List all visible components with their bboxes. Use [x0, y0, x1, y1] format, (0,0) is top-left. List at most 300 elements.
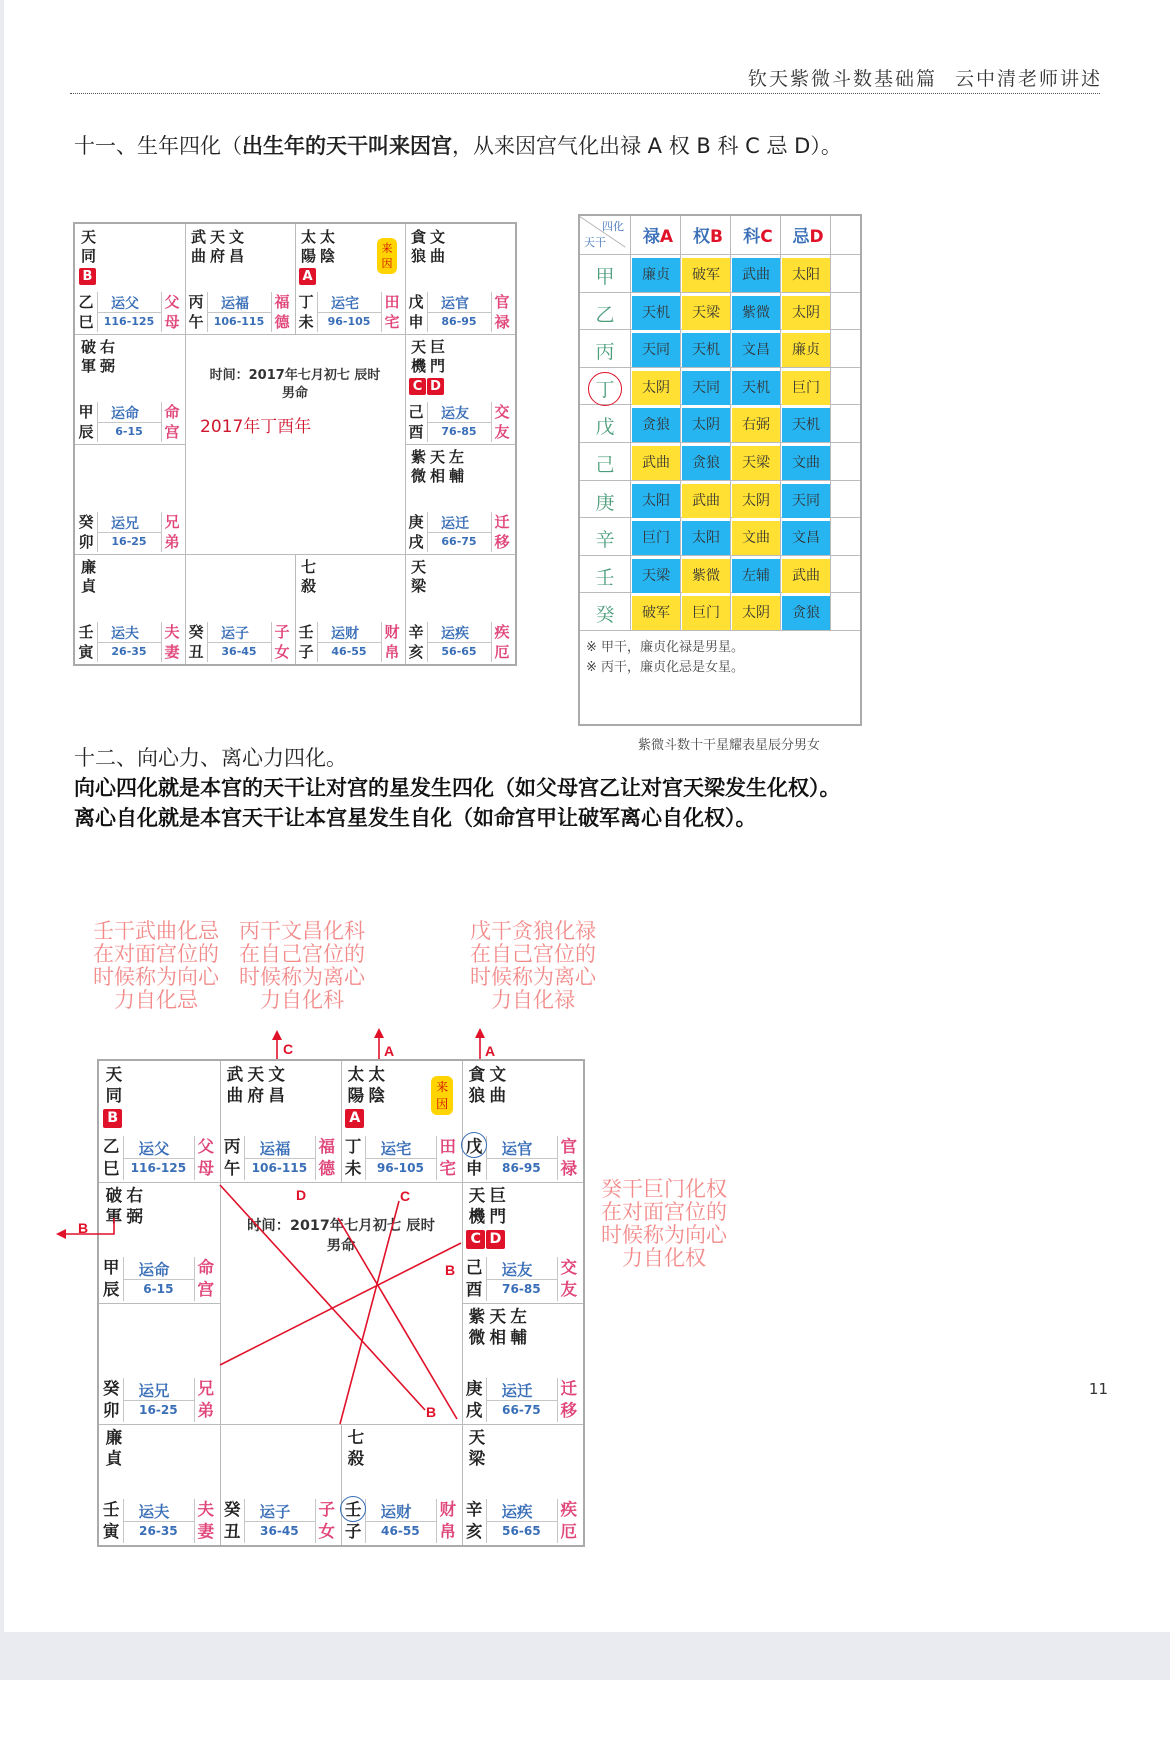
- chart1-stem-char: 壬: [78, 623, 94, 641]
- chart2-dayun-label: 运财: [380, 1502, 412, 1521]
- chart1-star-char: 梁: [410, 577, 426, 595]
- chart2-stem-char: 巳: [102, 1158, 120, 1178]
- chart2-star-char: 天: [247, 1065, 264, 1085]
- chart2-stem-char: 丑: [223, 1521, 241, 1541]
- chart1-palace-char: 弟: [164, 533, 180, 551]
- chart2-age-range: 6-15: [143, 1282, 174, 1297]
- chart2-star-char: 曲: [226, 1086, 244, 1106]
- chart2-stem-char: 乙: [102, 1136, 120, 1156]
- chart2-dayun-label: 运夫: [138, 1502, 170, 1521]
- label-b-left: B: [78, 1220, 89, 1236]
- chart1-star-char: 微: [410, 467, 426, 485]
- chart2-star-char: 右: [126, 1186, 143, 1206]
- chart2-star-char: 門: [489, 1207, 506, 1227]
- chart1-star-char: 狼: [410, 247, 426, 265]
- chart1-dayun-label: 运友: [441, 406, 469, 422]
- section-12-heading: 十二、向心力、离心力四化。: [74, 746, 347, 770]
- table-caption: 紫微斗数十干星耀表星辰分男女: [638, 738, 821, 753]
- chart2-palace-char: 母: [197, 1158, 214, 1178]
- chart1-stem-char: 卯: [78, 533, 94, 551]
- chart2-palace-char: 妻: [197, 1521, 214, 1541]
- chart1-palace-char: 妻: [164, 643, 180, 661]
- table-head-zh: 禄: [642, 227, 660, 247]
- table-head-zh: 权: [693, 227, 711, 247]
- chart1-time: 时间：2017年七月初七 辰时: [209, 368, 381, 383]
- chart1-palace-char: 宫: [164, 423, 180, 441]
- table-cell: 紫微: [732, 296, 780, 330]
- chart1-star-char: 天: [410, 338, 426, 356]
- table-cell: 太阴: [732, 484, 780, 518]
- chart1-age-range: 106-115: [213, 315, 265, 328]
- chart1-age-range: 76-85: [441, 425, 477, 438]
- chart2-time: 时间：2017年七月初七 辰时: [247, 1218, 435, 1234]
- annotation-line: 力自化科: [260, 988, 344, 1012]
- annotation-line: 戊干贪狼化禄: [470, 919, 596, 943]
- chart2-star-char: 曲: [489, 1086, 506, 1106]
- chart1-stem-char: 丁: [298, 293, 314, 311]
- label-c-top: C: [283, 1041, 294, 1057]
- table-cell: 太阴: [632, 371, 680, 405]
- chart1-star-char: 貞: [80, 577, 96, 595]
- chart2-star-char: 相: [489, 1328, 506, 1348]
- chart1-palace-char: 移: [494, 533, 510, 551]
- chart2-age-range: 76-85: [502, 1282, 541, 1297]
- chart1-dayun-label: 运疾: [441, 626, 469, 642]
- chart2-palace-char: 移: [560, 1400, 577, 1420]
- table-head-zh: 科: [743, 227, 761, 247]
- chart1-age-range: 16-25: [111, 535, 147, 548]
- chart1-palace-char: 帛: [384, 643, 400, 661]
- chart2-stem-char: 酉: [465, 1279, 483, 1299]
- chart2-stem-char: 亥: [465, 1521, 483, 1541]
- table-stem: 庚: [595, 491, 615, 514]
- chart1-hua-badge: B: [79, 268, 96, 285]
- table-stem: 丁: [595, 378, 615, 401]
- chart1-star-char: 文: [228, 228, 244, 246]
- chart2-dayun-label: 运兄: [138, 1381, 170, 1400]
- table-cell: 天同: [682, 371, 730, 405]
- chart2-star-char: 輔: [510, 1328, 527, 1348]
- table-head-en: C: [760, 227, 773, 247]
- chart1-star-char: 廉: [80, 558, 96, 576]
- chart1-palace-char: 母: [164, 313, 180, 331]
- chart2-stem-char: 丙: [223, 1136, 241, 1156]
- chart2-age-range: 86-95: [502, 1161, 541, 1176]
- chart2-palace-char: 宅: [439, 1158, 456, 1178]
- wu-stem-circle: [461, 1132, 487, 1158]
- chart2-star-char: 太: [368, 1065, 385, 1085]
- chart2-palace-char: 宫: [197, 1279, 214, 1299]
- chart2-star-char: 廉: [105, 1428, 123, 1448]
- label-c-mid: C: [400, 1188, 411, 1204]
- table-cell: 右弼: [732, 408, 780, 442]
- chart2-palace-char: 命: [197, 1257, 214, 1277]
- chart1-stem-char: 乙: [78, 293, 94, 311]
- table-cell: 天梁: [732, 446, 780, 480]
- chart2-palace-char: 父: [197, 1136, 214, 1156]
- table-cell: 贪狼: [682, 446, 730, 480]
- chart2-stem-char: 卯: [102, 1400, 120, 1420]
- chart2-palace-char: 女: [318, 1521, 335, 1541]
- chart1-palace-char: 财: [384, 623, 400, 641]
- table-stem: 戊: [595, 416, 615, 439]
- chart1-palace-char: 子: [274, 623, 290, 641]
- table-head-en: B: [710, 227, 723, 247]
- chart1-dayun-label: 运财: [331, 626, 359, 642]
- chart2-stem-char: 癸: [102, 1378, 120, 1398]
- chart1-stem-char: 寅: [78, 643, 94, 661]
- chart1-stem-char: 壬: [298, 623, 314, 641]
- chart1-star-char: 文: [429, 228, 445, 246]
- chart1-star-char: 陰: [319, 247, 335, 265]
- table-cell: 破军: [632, 596, 680, 630]
- chart2-palace-char: 迁: [560, 1378, 577, 1398]
- table-cell: 破军: [682, 258, 730, 292]
- chart1-star-char: 太: [300, 228, 316, 246]
- header-left: 钦天紫微斗数基础篇: [747, 68, 937, 90]
- chart1-star-char: 巨: [429, 338, 445, 356]
- chart2-star-char: 文: [268, 1065, 285, 1085]
- chart1-star-char: 曲: [190, 247, 206, 265]
- chart2-star-char: 天: [489, 1307, 506, 1327]
- section-12-line-1: 向心四化就是本宫的天干让对宫的星发生四化（如父母宫乙让对宫天梁发生化权）。: [74, 776, 841, 800]
- chart2-hua-badge: C: [466, 1230, 485, 1249]
- annotation-line: 时候称为向心: [93, 965, 219, 989]
- chart1-gender: 男命: [281, 386, 308, 401]
- chart1-palace-char: 福: [274, 293, 290, 311]
- page-number: 11: [1088, 1380, 1108, 1398]
- annotation-line: 在自己宫位的: [239, 942, 365, 966]
- chart2-palace-char: 弟: [197, 1400, 214, 1420]
- chart1-star-char: 陽: [300, 247, 316, 265]
- table-corner-bottom: 天干: [584, 236, 606, 249]
- chart2-dayun-label: 运子: [259, 1502, 291, 1521]
- chart2-star-char: 同: [105, 1086, 123, 1106]
- chart2-age-range: 116-125: [130, 1161, 187, 1176]
- chart1-star-char: 天: [410, 558, 426, 576]
- annotation-line: 力自化禄: [491, 988, 575, 1012]
- table-cell: 天机: [782, 408, 830, 442]
- chart2-dayun-label: 运迁: [501, 1381, 533, 1400]
- table-cell: 贪狼: [632, 408, 680, 442]
- table-cell: 左辅: [732, 559, 780, 593]
- chart1-dayun-label: 运兄: [111, 516, 139, 532]
- chart1-dayun-label: 运官: [441, 296, 469, 312]
- chart2-laiyin-char: 来: [436, 1080, 449, 1095]
- table-head-en: A: [659, 227, 674, 247]
- chart2-star-char: 破: [105, 1186, 123, 1206]
- chart2-star-char: 狼: [468, 1086, 486, 1106]
- table-cell: 武曲: [782, 559, 830, 593]
- chart2-palace-char: 田: [439, 1136, 456, 1156]
- chart1-star-char: 殺: [300, 577, 316, 595]
- chart2-palace-char: 财: [439, 1499, 456, 1519]
- table-cell: 文昌: [732, 333, 780, 367]
- chart2-hua-badge: A: [345, 1109, 364, 1128]
- table-cell: 天梁: [682, 296, 730, 330]
- chart1-stem-char: 申: [408, 313, 424, 331]
- chart2-star-char: 殺: [347, 1449, 365, 1469]
- table-cell: 廉贞: [782, 333, 830, 367]
- chart1-palace-char: 兄: [164, 513, 180, 531]
- chart1-star-char: 七: [300, 558, 316, 576]
- chart1-star-char: 天: [209, 228, 225, 246]
- chart1-dayun-label: 运子: [221, 626, 249, 642]
- chart1-palace-char: 禄: [494, 313, 510, 331]
- table-cell: 巨门: [782, 371, 830, 405]
- label-b-low: B: [426, 1404, 437, 1420]
- table-cell: 太阳: [782, 258, 830, 292]
- annotation-line: 在对面宫位的: [601, 1200, 727, 1224]
- chart1-stem-char: 辰: [78, 423, 94, 441]
- chart2-stem-char: 子: [344, 1521, 362, 1541]
- chart2-star-char: 陰: [368, 1086, 385, 1106]
- chart1-palace-char: 父: [164, 293, 180, 311]
- chart2-gender: 男命: [326, 1237, 356, 1254]
- chart1-dayun-label: 运夫: [111, 626, 139, 642]
- chart2-stem-char: 庚: [465, 1378, 483, 1398]
- table-corner-top: 四化: [602, 220, 624, 233]
- chart1-stem-char: 丙: [188, 293, 204, 311]
- chart2-palace-char: 福: [318, 1136, 335, 1156]
- chart1-star-char: 天: [429, 448, 445, 466]
- table-cell: 巨门: [682, 596, 730, 630]
- ren-stem-circle: [340, 1496, 366, 1522]
- chart2-palace-char: 厄: [560, 1521, 577, 1541]
- chart1-palace-char: 夫: [164, 623, 180, 641]
- chart1-stem-char: 酉: [408, 423, 424, 441]
- table-cell: 贪狼: [782, 596, 830, 630]
- table-cell: 武曲: [632, 446, 680, 480]
- chart2-star-char: 巨: [489, 1186, 506, 1206]
- chart1-stem-char: 癸: [188, 623, 204, 641]
- chart2-stem-char: 申: [465, 1158, 483, 1178]
- chart2-palace-char: 帛: [439, 1521, 456, 1541]
- chart2-star-char: 機: [468, 1207, 486, 1227]
- chart1-star-char: 昌: [228, 247, 244, 265]
- chart1-palace-char: 官: [494, 293, 510, 311]
- label-d-mid: D: [296, 1187, 307, 1203]
- chart1-palace-char: 德: [274, 313, 290, 331]
- chart1-laiyin-char: 因: [381, 257, 393, 270]
- chart2-palace-char: 夫: [197, 1499, 214, 1519]
- annotation-line: 力自化权: [622, 1246, 706, 1270]
- chart2-dayun-label: 运友: [501, 1260, 533, 1279]
- chart2-palace-char: 兄: [197, 1378, 214, 1398]
- chart1-star-char: 武: [190, 228, 206, 246]
- table-stem: 甲: [595, 266, 615, 288]
- chart1-stem-char: 午: [188, 313, 204, 331]
- chart2-age-range: 36-45: [260, 1524, 299, 1539]
- chart2-star-char: 梁: [468, 1449, 486, 1469]
- chart2-hua-badge: B: [103, 1109, 122, 1128]
- chart1-palace-char: 女: [274, 643, 290, 661]
- chart2-age-range: 96-105: [376, 1161, 424, 1176]
- chart2-palace-char: 德: [318, 1158, 335, 1178]
- annotation-line: 时候称为离心: [239, 965, 365, 989]
- chart1-age-range: 116-125: [103, 315, 155, 328]
- chart2-star-char: 太: [347, 1065, 365, 1085]
- chart2-dayun-label: 运疾: [501, 1502, 533, 1521]
- line-d: [338, 1218, 457, 1419]
- table-stem: 丙: [595, 341, 615, 364]
- chart1-stem-char: 亥: [408, 643, 424, 661]
- table-cell: 太阳: [682, 521, 730, 555]
- chart1-palace-char: 友: [494, 423, 510, 441]
- chart1-star-char: 破: [80, 338, 96, 356]
- table-cell: 天机: [632, 296, 680, 330]
- chart2-star-char: 左: [510, 1307, 527, 1327]
- chart2-dayun-label: 运宅: [380, 1139, 412, 1158]
- table-stem: 壬: [595, 566, 615, 589]
- chart2-palace-char: 子: [318, 1499, 335, 1519]
- table-cell: 紫微: [682, 559, 730, 593]
- table-cell: 文昌: [782, 521, 830, 555]
- chart1-star-char: 機: [410, 357, 426, 375]
- sec11-prefix: 十一、生年四化（: [74, 134, 242, 158]
- chart1-hua-badge: D: [427, 378, 444, 395]
- chart1-dayun-label: 运宅: [331, 296, 359, 312]
- chart2-age-range: 46-55: [381, 1524, 420, 1539]
- chart1-stem-char: 丑: [188, 643, 204, 661]
- chart1-palace-char: 命: [164, 403, 180, 421]
- chart2-star-char: 弼: [126, 1207, 143, 1227]
- chart1-star-char: 曲: [429, 247, 445, 265]
- table-head-zh: 忌: [792, 227, 810, 247]
- chart1-hua-badge: A: [299, 268, 316, 285]
- section-12-line-2: 离心自化就是本宫天干让本宫星发生自化（如命宫甲让破军离心自化权）。: [74, 806, 757, 830]
- chart2-stem-char: 辛: [465, 1499, 483, 1519]
- chart1-palace-char: 宅: [384, 313, 400, 331]
- chart2-stem-char: 壬: [102, 1499, 120, 1519]
- table-cell: 文曲: [782, 446, 830, 480]
- chart2-dayun-label: 运福: [259, 1139, 291, 1158]
- chart1-palace-char: 田: [384, 293, 400, 311]
- chart1-year: 2017年丁酉年: [200, 417, 312, 437]
- table-cell: 巨门: [632, 521, 680, 555]
- chart2-star-char: 陽: [347, 1086, 365, 1106]
- table-cell: 太阴: [782, 296, 830, 330]
- header-right: 云中清老师讲述: [954, 68, 1102, 90]
- table-cell: 天机: [682, 333, 730, 367]
- chart1-stem-char: 戊: [408, 293, 424, 311]
- table-note-1: ※ 甲干，廉贞化禄是男星。: [586, 640, 745, 655]
- chart2-star-char: 貞: [105, 1449, 123, 1469]
- chart2-dayun-label: 运父: [138, 1139, 170, 1158]
- chart2-laiyin-char: 因: [436, 1096, 449, 1111]
- chart2-star-char: 貪: [468, 1065, 486, 1085]
- table-stem: 己: [595, 454, 615, 476]
- annotation-line: 在自己宫位的: [470, 942, 596, 966]
- chart2-stem-char: 戊: [465, 1136, 483, 1156]
- chart1-star-char: 貪: [410, 228, 426, 246]
- chart1-age-range: 56-65: [441, 645, 477, 658]
- chart2-star-char: 紫: [468, 1307, 486, 1327]
- chart1-star-char: 軍: [80, 357, 96, 375]
- annotation-line: 时候称为向心: [601, 1223, 727, 1247]
- chart1-stem-char: 辛: [408, 623, 424, 641]
- table-stem: 辛: [595, 529, 615, 552]
- chart2-star-char: 軍: [105, 1207, 123, 1227]
- chart1-stem-char: 庚: [408, 513, 424, 531]
- chart1-palace-char: 厄: [494, 643, 510, 661]
- chart1-star-char: 輔: [448, 467, 464, 485]
- chart1-age-range: 36-45: [221, 645, 257, 658]
- chart1-age-range: 46-55: [331, 645, 367, 658]
- chart2-star-char: 昌: [268, 1086, 285, 1106]
- chart1-age-range: 66-75: [441, 535, 477, 548]
- chart2-palace-char: 交: [560, 1257, 577, 1277]
- chart2-star-char: 微: [468, 1328, 486, 1348]
- chart1-star-char: 弼: [99, 357, 115, 375]
- annotation-line: 力自化忌: [114, 988, 198, 1012]
- annotation-line: 癸干巨门化权: [601, 1177, 727, 1201]
- table-cell: 廉贞: [632, 258, 680, 292]
- chart2-age-range: 106-115: [251, 1161, 308, 1176]
- chart2-stem-char: 丁: [344, 1136, 362, 1156]
- chart1-star-char: 相: [429, 467, 445, 485]
- chart1-dayun-label: 运命: [111, 406, 139, 422]
- chart1-star-char: 太: [319, 228, 335, 246]
- chart2-stem-char: 癸: [223, 1499, 241, 1519]
- chart1-age-range: 86-95: [441, 315, 477, 328]
- chart1-star-char: 右: [99, 338, 115, 356]
- chart2-stem-char: 辰: [102, 1279, 120, 1299]
- chart1-stem-char: 己: [408, 403, 424, 421]
- chart1-dayun-label: 运父: [111, 296, 139, 312]
- chart2-star-char: 文: [489, 1065, 506, 1085]
- chart1-stem-char: 甲: [78, 403, 94, 421]
- chart2-palace-char: 友: [560, 1279, 577, 1299]
- line-c: [340, 1201, 399, 1424]
- chart1-hua-badge: C: [409, 378, 426, 395]
- table-cell: 天同: [782, 484, 830, 518]
- chart1-laiyin-char: 来: [381, 242, 393, 255]
- chart2-palace-char: 疾: [560, 1499, 577, 1519]
- table-cell: 武曲: [682, 484, 730, 518]
- annotation-line: 壬干武曲化忌: [93, 919, 219, 943]
- chart2-stem-char: 己: [465, 1257, 483, 1277]
- chart2-star-char: 天: [468, 1186, 486, 1206]
- table-cell: 天机: [732, 371, 780, 405]
- chart2-age-range: 16-25: [139, 1403, 178, 1418]
- chart2-dayun-label: 运官: [501, 1139, 533, 1158]
- chart2-stem-char: 午: [223, 1158, 241, 1178]
- chart1-star-char: 府: [209, 247, 225, 265]
- chart2-star-char: 天: [468, 1428, 486, 1448]
- table-cell: 文曲: [732, 521, 780, 555]
- sec11-suffix: ，从来因宫气化出禄 A 权 B 科 C 忌 D）。: [452, 134, 842, 158]
- table-stem: 癸: [595, 604, 615, 627]
- chart1-age-range: 96-105: [327, 315, 371, 328]
- chart1-dayun-label: 运迁: [441, 516, 469, 532]
- table-cell: 太阴: [682, 408, 730, 442]
- label-a-top2: A: [485, 1043, 496, 1059]
- chart1-star-char: 左: [448, 448, 464, 466]
- chart1-stem-char: 未: [298, 313, 314, 331]
- chart2-star-char: 七: [347, 1428, 365, 1448]
- chart1-star-char: 同: [80, 247, 96, 265]
- table-cell: 天同: [632, 333, 680, 367]
- table-head-en: D: [809, 227, 824, 247]
- chart2-stem-char: 壬: [344, 1499, 362, 1519]
- chart1-palace-char: 迁: [494, 513, 510, 531]
- annotation-line: 时候称为离心: [470, 965, 596, 989]
- chart2-star-char: 天: [105, 1065, 123, 1085]
- chart2-palace-char: 官: [560, 1136, 577, 1156]
- chart2-palace-char: 禄: [560, 1158, 577, 1178]
- chart2-star-char: 府: [247, 1086, 264, 1106]
